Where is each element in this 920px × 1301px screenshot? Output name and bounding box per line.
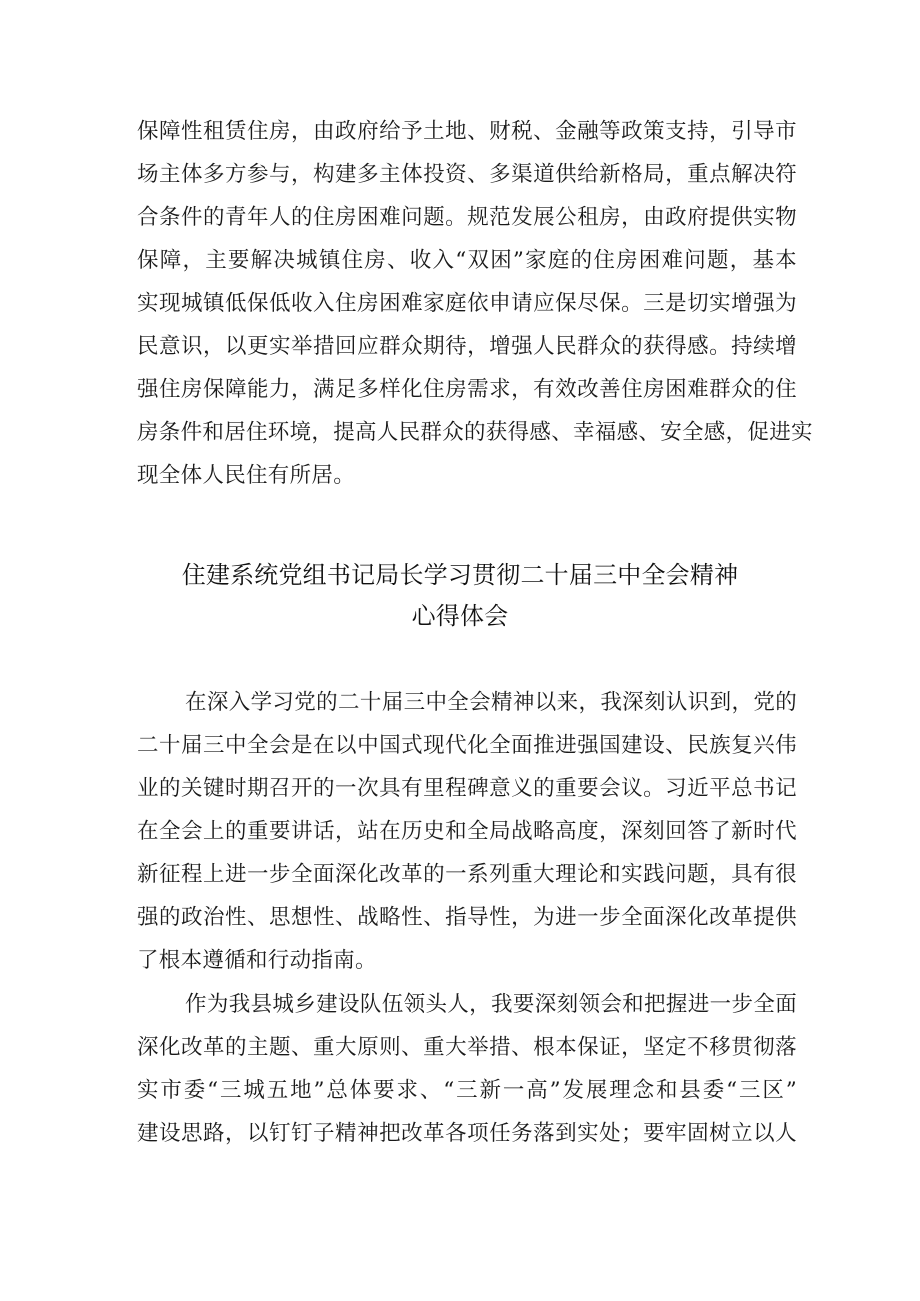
text-line: 房条件和居住环境，提高人民群众的获得感、幸福感、安全感，促进实: [137, 420, 813, 445]
text-line: 民意识，以更实举措回应群众期待，增强人民群众的获得感。持续增: [137, 334, 797, 359]
text-line: 业的关键时期召开的一次具有里程碑意义的重要会议。习近平总书记: [137, 776, 797, 801]
text-line: 二十届三中全会是在以中国式现代化全面推进强国建设、民族复兴伟: [137, 733, 797, 758]
text-line: 强的政治性、思想性、战略性、指导性，为进一步全面深化改革提供: [137, 905, 797, 930]
text-line: 在深入学习党的二十届三中全会精神以来，我深刻认识到，党的: [185, 690, 797, 715]
text-line: 新征程上进一步全面深化改革的一系列重大理论和实践问题，具有很: [137, 862, 797, 887]
text-line: 深化改革的主题、重大原则、重大举措、根本保证，坚定不移贯彻落: [137, 1035, 797, 1060]
text-line: 实市委“三城五地”总体要求、“三新一高”发展理念和县委“三区”: [137, 1078, 797, 1103]
text-line: 作为我县城乡建设队伍领头人，我要深刻领会和把握进一步全面: [185, 992, 797, 1017]
article-title-line-2: 心得体会: [411, 602, 509, 630]
text-line: 现全体人民住有所居。: [137, 463, 356, 488]
article-title-line-1: 住建系统党组书记局长学习贯彻二十届三中全会精神: [181, 561, 739, 589]
text-line: 在全会上的重要讲话，站在历史和全局战略高度，深刻回答了新时代: [137, 819, 797, 844]
text-line: 建设思路，以钉钉子精神把改革各项任务落到实处；要牢固树立以人: [137, 1121, 797, 1146]
text-line: 强住房保障能力，满足多样化住房需求，有效改善住房困难群众的住: [137, 377, 797, 402]
text-line: 了根本遵循和行动指南。: [137, 948, 377, 973]
text-line: 保障性租赁住房，由政府给予土地、财税、金融等政策支持，引导市: [137, 119, 797, 144]
text-line: 保障，主要解决城镇住房、收入“双困”家庭的住房困难问题，基本: [137, 248, 797, 273]
text-line: 合条件的青年人的住房困难问题。规范发展公租房，由政府提供实物: [137, 205, 797, 230]
text-line: 实现城镇低保低收入住房困难家庭依申请应保尽保。三是切实增强为: [137, 291, 797, 316]
text-line: 场主体多方参与，构建多主体投资、多渠道供给新格局，重点解决符: [137, 162, 797, 187]
